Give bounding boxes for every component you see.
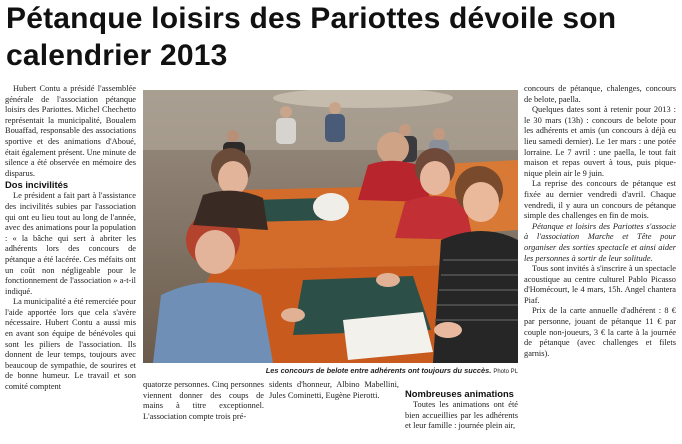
headline: Pétanque loisirs des Pariottes dévoile son calendrier 2013 — [6, 2, 617, 72]
article-column-2c — [405, 380, 518, 444]
photo-caption-text: Les concours de belote entre adhérents ont toujours du succès. — [265, 366, 492, 375]
article-column-2a — [143, 380, 264, 444]
section1-paragraph-1: Le président a fait part à l'assistance des incivilités subies par l'association qui ont eu lieu tout au long de l'année, avec des animations pour la population : « la bâche qui sert à abriter les adhérents lors des concours de pétanque a été lacérée. Ces méfaits ont un coût non négligeable pour le fonctionnement de l'association » a-t-il indiqué. — [5, 191, 136, 296]
col3-paragraph-5: Tous sont invités à s'inscrire à un spectacle acoustique au centre culturel Pablo Picasso d'Homécourt, le 4 mars, 15h. Angel chantera Piaf. — [524, 264, 676, 305]
col2b-paragraph: sidents d'honneur, Albino Mabellini, Jules Cominetti, Eugène Pierotti. — [269, 380, 399, 400]
intro-paragraph: Hubert Contu a présidé l'assemblée générale de l'association pétanque loisirs des Pariottes. Michel Chechetto représentait la municipalité, Boualem Bouaffad, responsable des associations sportive et des animations d'Aboué, était également présent. Une minute de silence a été observée en mémoire des disparus. — [5, 84, 136, 178]
col3-paragraph-1: concours de pétanque, chalenges, concours de belote, paella. — [524, 84, 676, 104]
section1-paragraph-2: La municipalité a été remerciée pour l'aide apportée lors que cela s'avère nécessaire. Hubert Contu a aussi mis en avant son équipe de bénévoles qui sont les piliers de l'association. Ils donnent de leur temps, toujours avec beaucoup de sympathie, de sourires et de bonne humeur. Le travail et son comité comptent — [5, 297, 136, 392]
article-column-3 — [524, 84, 676, 444]
photo-credit: Photo PL — [493, 369, 518, 375]
section-title-incivilites: Dos incivilités — [5, 179, 69, 191]
section-title-animations: Nombreuses animations — [405, 388, 514, 399]
photo-illustration — [143, 90, 518, 363]
col3-paragraph-4: Pétanque et loisirs des Pariottes s'associe à l'association Marche et Tête pour organiser des sorties spectacle et ainsi aider les personnes à sortir de leur solitude. — [524, 221, 676, 263]
article-column-2b — [269, 380, 399, 444]
col3-paragraph-3: La reprise des concours de pétanque est fixée au dernier vendredi d'avril. Chaque vendredi, il y aura un concours de pétanque simple des challenges en fin de mois. — [524, 179, 676, 221]
col3-paragraph-2: Quelques dates sont à retenir pour 2013 : le 30 mars (13h) : concours de belote pour les adhérents et amis (un concours à déjà eu lieu samedi dernier). Le 1er mars : une potée lorraine. Le 7 avril : une paella, le tout fait maison et repas ouvert à tous, puis pique-nique plein air le 9 juin. — [524, 105, 676, 178]
photo-caption — [262, 365, 518, 378]
col2a-paragraph: quatorze personnes. Cinq personnes viennent donner des coups de mains à titre exceptionnel. L'association compte trois pré- — [143, 380, 264, 421]
col3-paragraph-6: Prix de la carte annuelle d'adhérent : 8 € par personne, jouant de pétanque 11 € par couple non-joueurs, 3 € la carte à la journée de pétanque (avec challenges et filets garnis). — [524, 306, 676, 358]
col2c-paragraph: Toutes les animations ont été bien accueillies par les adhérents et leur famille : journée plein air, — [405, 400, 518, 431]
article-column-1 — [5, 84, 136, 444]
news-photo — [143, 90, 518, 363]
